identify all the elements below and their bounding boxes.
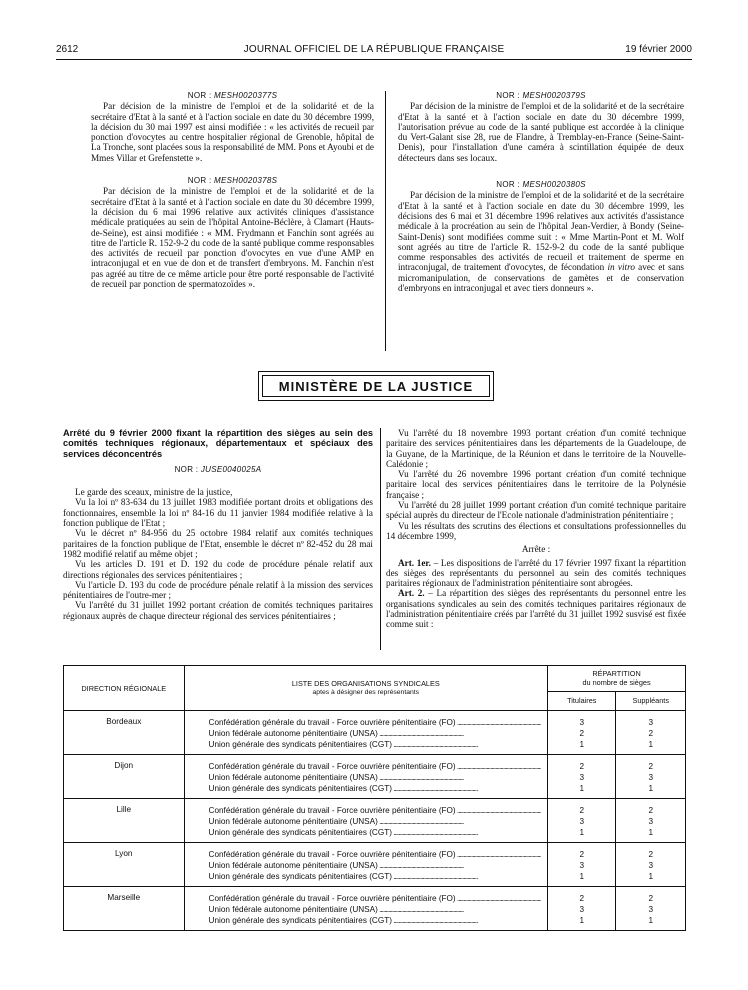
suppleants-cell	[616, 711, 686, 755]
page-number: 2612	[56, 44, 79, 55]
suppleants-value: 2	[648, 762, 653, 771]
sante-left-column	[91, 91, 374, 289]
suppleants-value: 2	[648, 729, 653, 738]
header-organisations: LISTE DES ORGANISATIONS SYNDICALES aptes à désigner des représentants	[184, 666, 548, 711]
sante-right-column	[398, 91, 684, 293]
table-row	[64, 755, 686, 799]
titulaires-value: 3	[579, 861, 585, 870]
arrete-left-column	[63, 428, 373, 621]
organisation-name: Union fédérale autonome pénitentiaire (UNSA) .....	[209, 904, 542, 915]
decision-text: Par décision de la ministre de l'emploi et de la solidarité et de la secrétaire d'Etat à la santé et à l'action sociale en date du 30 décembre 1999, l'autorisation prévue au code de la santé publique est accordée à la clinique du Vert-Galant sise 28, rue de Flandre, à Tremblay-en-France (Seine-Saint-Denis), pour l'installation d'une caméra à scintillation équipée de deux détecteurs dans ses locaux.	[398, 101, 684, 163]
arrete-word: Arrête :	[521, 544, 551, 555]
repartition-table	[63, 665, 686, 931]
titulaires-value: 1	[579, 916, 585, 925]
suppleants-value: 2	[648, 850, 653, 859]
titulaires-cell	[548, 755, 616, 799]
titulaires-cell	[548, 711, 616, 755]
titulaires-value: 1	[579, 872, 585, 881]
arrete-title: Arrêté du 9 février 2000 fixant la répartition des sièges au sein des comités techniques régionaux, départementaux et spéciaux des services déconcentrés	[63, 428, 373, 459]
nor-reference: NOR : MESH0020379S	[496, 91, 586, 100]
nor-reference: NOR : JUSE0040025A	[174, 464, 262, 474]
titulaires-value: 3	[579, 817, 585, 826]
organisation-name: Confédération générale du travail - Force ouvrière pénitentiaire (FO) .....	[209, 761, 542, 772]
organisations-cell	[184, 799, 548, 843]
suppleants-value: 3	[648, 861, 653, 870]
titulaires-value: 1	[579, 740, 585, 749]
region-name: Bordeaux	[64, 711, 185, 755]
organisation-name: Confédération générale du travail - Force ouvrière pénitentiaire (FO) .....	[209, 893, 542, 904]
table-row	[64, 711, 686, 755]
suppleants-value: 1	[648, 828, 653, 837]
titulaires-value: 1	[579, 784, 585, 793]
decision-text: Par décision de la ministre de l'emploi et de la solidarité et de la secrétaire d'Etat à la santé et à l'action sociale en date du 30 décembre 1999, les décisions des 6 mai et 31 décembre 1996 relatives aux activités d'assistance médicale à la procréation au sein de l'hôpital Jean-Verdier, à Bondy (Seine-Saint-Denis) sont modifiées comme suit : « Mme Martin-Pont et M. Wolf sont agréés au titre de l'article R. 152-9-2 du code de la santé publique comme responsables des activités de recueil et traitement de sperme en intraconjugal, de traitement d'ovocytes, de fécondation in vitro avec et sans micromanipulation, de conservations de gamètes et de conservation d'embryons en intraconjugal et avec tiers donneurs ».	[398, 190, 684, 294]
preamble-paragraph: Vu les articles D. 191 et D. 192 du code de procédure pénale relatif aux directions régionales des services pénitentiaires ;	[63, 559, 373, 580]
organisations-cell	[184, 887, 548, 931]
organisation-name: Union générale des syndicats pénitentiaires (CGT) .....	[209, 871, 542, 882]
organisation-name: Union fédérale autonome pénitentiaire (UNSA) .....	[209, 772, 542, 783]
nor-reference: NOR : MESH0020377S	[187, 91, 278, 100]
titulaires-cell	[548, 799, 616, 843]
region-name: Dijon	[64, 755, 185, 799]
table-row	[64, 887, 686, 931]
organisation-name: Confédération générale du travail - Force ouvrière pénitentiaire (FO) .....	[209, 717, 542, 728]
region-name: Lille	[64, 799, 185, 843]
suppleants-value: 2	[648, 806, 653, 815]
organisation-name: Union fédérale autonome pénitentiaire (UNSA) .....	[209, 860, 542, 871]
titulaires-value: 2	[579, 762, 585, 771]
suppleants-value: 1	[648, 784, 653, 793]
organisation-name: Union générale des syndicats pénitentiaires (CGT) .....	[209, 783, 542, 794]
suppleants-value: 3	[648, 718, 653, 727]
nor-reference: NOR : MESH0020380S	[496, 180, 586, 190]
arrete-right-column	[386, 428, 686, 630]
preamble-paragraph: Vu l'article D. 193 du code de procédure pénale relatif à la mission des services pénitentiaires de l'outre-mer ;	[63, 579, 373, 601]
ministry-banner	[258, 371, 494, 401]
organisation-name: Union fédérale autonome pénitentiaire (UNSA) .....	[209, 816, 542, 827]
titulaires-value: 1	[579, 828, 585, 837]
header-titulaires: Titulaires	[548, 691, 616, 710]
titulaires-value: 2	[579, 894, 585, 903]
organisations-cell	[184, 843, 548, 887]
suppleants-value: 3	[648, 905, 653, 914]
preamble-paragraph: Le garde des sceaux, ministre de la justice,	[75, 487, 233, 498]
titulaires-value: 3	[579, 773, 585, 782]
preamble-paragraph: Vu la loi nº 83-634 du 13 juillet 1983 modifiée portant droits et obligations des fonctionnaires, ensemble la loi nº 84-16 du 11 janvier 1984 modifiée relative à la fonction publique de l'Etat ;	[63, 497, 373, 529]
suppleants-cell	[616, 755, 686, 799]
header-repartition: RÉPARTITION du nombre de sièges	[548, 666, 686, 692]
journal-title: JOURNAL OFFICIEL DE LA RÉPUBLIQUE FRANÇAISE	[243, 44, 505, 55]
article-2: Art. 2. – La répartition des sièges des représentants du personnel entre les organisations syndicales au sein des comités techniques paritaires régionaux de l'administration pénitentiaire créés par l'arrêté du 31 juillet 1992 susvisé est fixée comme suit :	[386, 588, 686, 630]
organisation-name: Confédération générale du travail - Force ouvrière pénitentiaire (FO) .....	[209, 849, 542, 860]
table-body	[64, 711, 686, 931]
preamble-paragraph: Vu l'arrêté du 31 juillet 1992 portant création de comités techniques paritaires régionaux auprès de chaque directeur régional des services pénitentiaires ;	[63, 600, 373, 621]
suppleants-value: 1	[648, 916, 653, 925]
preamble-paragraph: Vu le décret nº 84-956 du 25 octobre 1984 relatif aux comités techniques paritaires de la fonction publique de l'Etat, ensemble le décret nº 82-452 du 28 mai 1982 modifié relatif au même objet ;	[63, 528, 373, 559]
decision-text: Par décision de la ministre de l'emploi et de la solidarité et de la secrétaire d'Etat à la santé et à l'action sociale en date du 30 décembre 1999, la décision du 6 mai 1996 relative aux activités cliniques d'assistance médicale pratiquées au sein de l'hôpital Antoine-Béclère, à Clamart (Hauts-de-Seine), est ainsi modifiée : « MM. Frydmann et Fanchin sont agréés au titre de l'article R. 152-9-2 du code de la santé publique comme responsables des activités de recueil par ponction d'ovocytes en vue d'une AMP en intraconjugal et en vue de don et de transfert d'embryons. M. Fanchin n'est pas agréé au titre de ce même article pour être porté responsable de l'activité de recueil par ponction de spermatozoïdes ».	[91, 186, 374, 290]
organisation-name: Union générale des syndicats pénitentiaires (CGT) .....	[209, 739, 542, 750]
preamble-paragraph: Vu les résultats des scrutins des élections et consultations professionnelles du 14 décembre 1999,	[386, 520, 686, 541]
suppleants-value: 2	[648, 894, 653, 903]
table-row	[64, 843, 686, 887]
suppleants-cell	[616, 887, 686, 931]
region-name: Marseille	[64, 887, 185, 931]
titulaires-cell	[548, 843, 616, 887]
preamble-paragraph: Vu l'arrêté du 28 juillet 1999 portant création d'un comité technique paritaire spécial auprès du directeur de l'Ecole nationale d'administration pénitentiaire ;	[386, 500, 686, 521]
preamble-paragraph: Vu l'arrêté du 26 novembre 1996 portant création d'un comité technique paritaire local des services pénitentiaires dans le territoire de la Polynésie française ;	[386, 469, 686, 500]
titulaires-value: 2	[579, 806, 585, 815]
region-name: Lyon	[64, 843, 185, 887]
titulaires-value: 2	[579, 729, 585, 738]
column-divider	[385, 91, 386, 351]
page-header	[56, 44, 692, 58]
suppleants-value: 1	[648, 872, 653, 881]
ministry-title: MINISTÈRE DE LA JUSTICE	[262, 375, 490, 397]
organisation-name: Union fédérale autonome pénitentiaire (UNSA) .....	[209, 728, 542, 739]
header-suppleants: Suppléants	[616, 691, 686, 710]
suppleants-value: 3	[648, 817, 653, 826]
suppleants-value: 1	[648, 740, 653, 749]
preamble-paragraph: Vu l'arrêté du 18 novembre 1993 portant création d'un comité technique paritaire des services pénitentiaires dans les départements de la Guadeloupe, de la Guyane, de la Martinique, de la Réunion et dans le territoire de la Nouvelle-Calédonie ;	[386, 428, 686, 469]
header-region: DIRECTION RÉGIONALE	[64, 666, 185, 711]
header-rule	[56, 59, 692, 60]
organisation-name: Confédération générale du travail - Force ouvrière pénitentiaire (FO) .....	[209, 805, 542, 816]
decision-text: Par décision de la ministre de l'emploi et de la solidarité et de la secrétaire d'Etat à la santé et à l'action sociale en date du 30 décembre 1999, la décision du 30 mai 1997 est ainsi modifiée : « les activités de recueil par ponction d'ovocytes au centre hospitalier régional de Grenoble, hôpital de La Tronche, sont placées sous la responsabilité de MM. Pons et Ayoubi et de Mmes Villar et Grefenstette ».	[91, 101, 374, 163]
organisation-name: Union générale des syndicats pénitentiaires (CGT) .....	[209, 915, 542, 926]
titulaires-value: 3	[579, 905, 585, 914]
table-row	[64, 799, 686, 843]
titulaires-cell	[548, 887, 616, 931]
issue-date: 19 février 2000	[625, 44, 692, 55]
titulaires-value: 2	[579, 850, 585, 859]
suppleants-cell	[616, 799, 686, 843]
nor-reference: NOR : MESH0020378S	[187, 176, 278, 186]
organisations-cell	[184, 711, 548, 755]
organisations-cell	[184, 755, 548, 799]
article-1: Art. 1er. – Les dispositions de l'arrêté du 17 février 1997 fixant la répartition des sièges des représentants du personnel au sein des comités techniques paritaires régionaux de l'administration pénitentiaire sont abrogées.	[386, 557, 686, 589]
organisation-name: Union générale des syndicats pénitentiaires (CGT) .....	[209, 827, 542, 838]
suppleants-cell	[616, 843, 686, 887]
titulaires-value: 3	[579, 718, 585, 727]
suppleants-value: 3	[648, 773, 653, 782]
column-divider	[380, 428, 381, 650]
